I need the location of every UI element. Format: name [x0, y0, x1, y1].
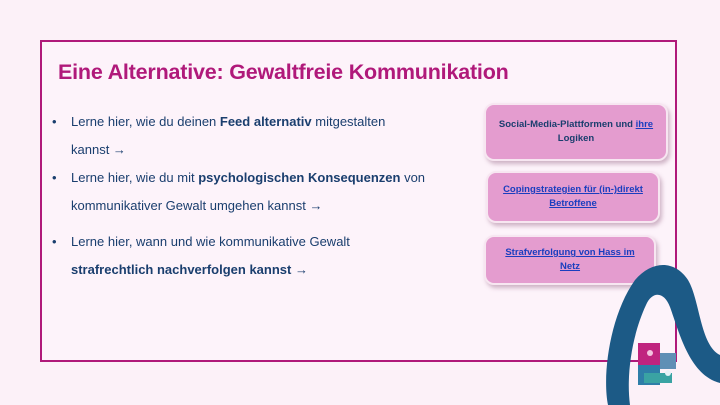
bullet-link-psychology[interactable]: kommunikativer Gewalt umgehen kannst →: [71, 198, 323, 213]
slide-title: Eine Alternative: Gewaltfreie Kommunikation: [58, 60, 509, 84]
decorative-wave-graphic: [580, 255, 720, 405]
card-text: Logiken: [557, 133, 595, 144]
bullet-bold-text: strafrechtlich nachverfolgen kannst: [71, 262, 292, 277]
bullet-arrow: →: [291, 262, 308, 277]
bullet-line: [71, 164, 451, 192]
bullet-line: Lerne hier, wann und wie kommunikative Gewalt: [71, 234, 350, 249]
card-text: Social-Media-Plattformen und: [498, 119, 636, 130]
pixel-dot: [665, 370, 671, 376]
card-social-media-platforms[interactable]: [484, 103, 668, 161]
card-coping-strategies[interactable]: [486, 171, 660, 223]
wave-shape: [606, 265, 720, 405]
bullet-bold-text: Feed alternativ: [219, 114, 312, 129]
bullet-text: von: [400, 170, 426, 185]
card-label: [496, 118, 656, 146]
bullet-text: Lerne hier, wie du mit: [71, 170, 199, 185]
bullet-marker: •: [52, 234, 57, 249]
card-link[interactable]: ihre: [635, 119, 654, 130]
card-link[interactable]: Strafverfolgung von Hass im Netz: [505, 247, 635, 272]
bullet-marker: •: [52, 170, 57, 185]
bullet-text: mitgestalten: [311, 114, 386, 129]
bullet-text: Lerne hier, wie du deinen: [71, 114, 220, 129]
bullet-link-feed[interactable]: kannst →: [71, 142, 126, 157]
card-link[interactable]: Copingstrategien für (in-)direkt Betroffene: [503, 184, 643, 209]
pixel-block: [660, 353, 676, 369]
bullet-marker: •: [52, 114, 57, 129]
bullet-bold-text: psychologischen Konsequenzen: [198, 170, 401, 185]
bullet-line: [71, 108, 451, 136]
bullet-link-criminal-law[interactable]: [71, 256, 451, 284]
pixel-dot: [647, 350, 653, 356]
